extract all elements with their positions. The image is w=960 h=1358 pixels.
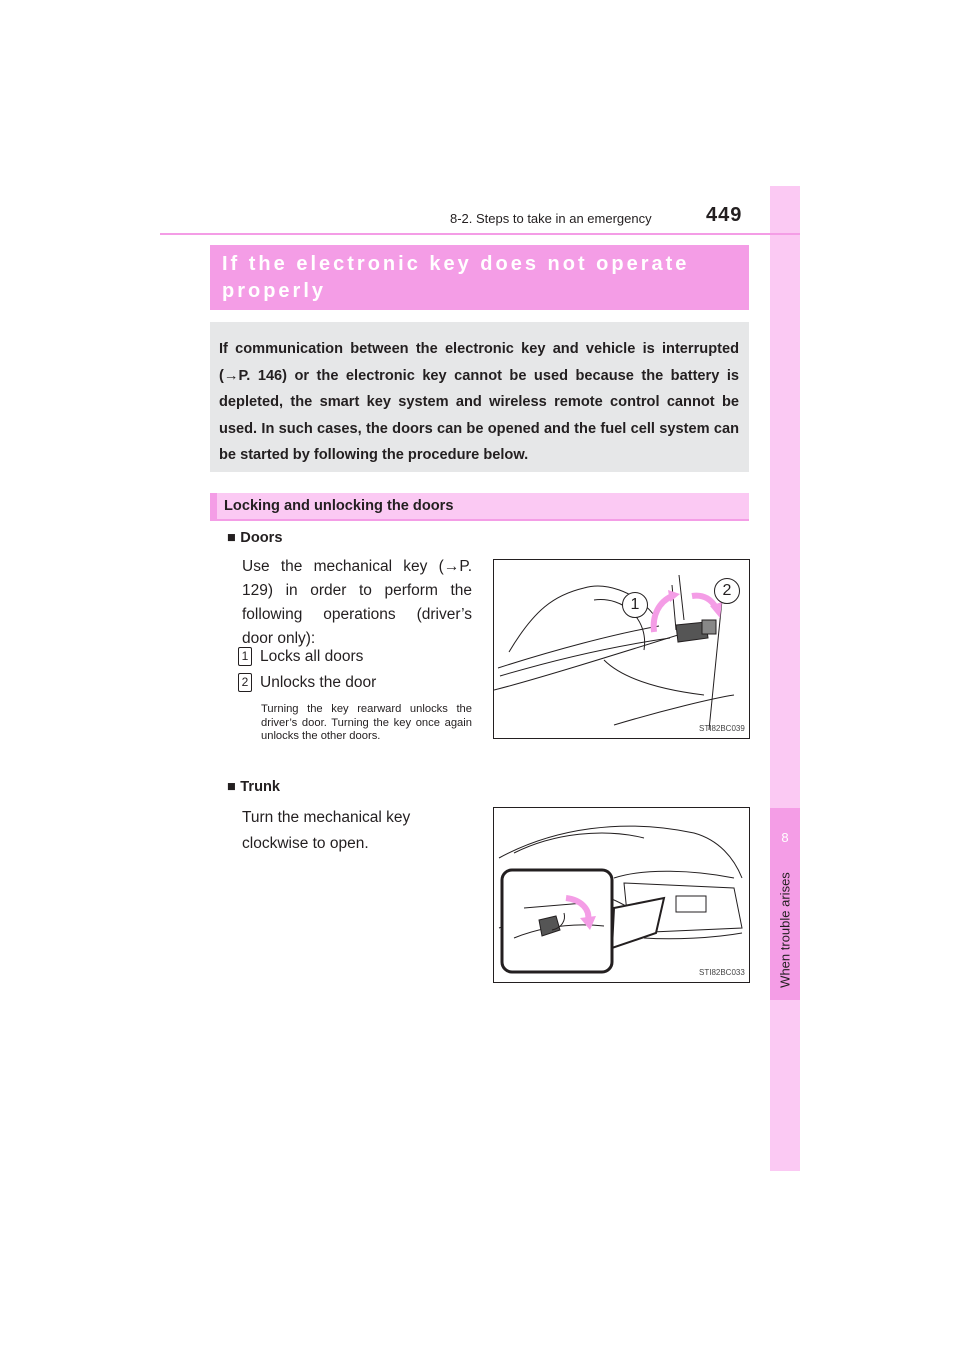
doors-heading (227, 529, 282, 547)
header-rule (160, 233, 800, 235)
doors-title: Doors (240, 530, 283, 546)
step-label-1: Locks all doors (260, 648, 364, 665)
page-title-band (210, 245, 749, 310)
doors-note: Turning the key rearward unlocks the driver’s door. Turning the key once again unlocks the other doors. (261, 703, 472, 742)
step-number-2: 2 (238, 673, 252, 692)
trunk-title: Trunk (240, 779, 281, 795)
subsection-header-bar (210, 493, 217, 521)
doors-text: Use the mechanical key (→P. 129) in order to perform the following operations (driver’s door only): (242, 558, 472, 647)
intro-box (210, 322, 749, 472)
door-handle-illustration (494, 560, 749, 738)
figure-code: STI82BC033 (699, 968, 745, 977)
callout-2: 2 (714, 578, 740, 604)
bullet-square-icon: ■ (227, 779, 236, 795)
chapter-title: When trouble arises (777, 872, 793, 988)
trunk-figure (493, 807, 750, 983)
trunk-heading (227, 778, 280, 796)
trunk-illustration (494, 808, 749, 982)
doors-step-1 (238, 645, 363, 669)
trunk-text: Turn the mechanical key clockwise to open. (242, 809, 411, 852)
chapter-side-tab (770, 186, 800, 1171)
intro-text: If communication between the electronic key and vehicle is interrupted (→P. 146) or the electronic key cannot be used because the battery is depleted, the smart key system and wireless remote control cannot be used. In such cases, the doors can be opened and the fuel cell system can be started by following the procedure below. (219, 341, 739, 463)
figure-code: STI82BC039 (699, 724, 745, 733)
chapter-number: 8 (781, 830, 789, 845)
callout-1: 1 (622, 592, 648, 618)
section-header: 8-2. Steps to take in an emergency (450, 211, 652, 226)
door-handle-figure (493, 559, 750, 739)
step-number-1: 1 (238, 647, 252, 666)
doors-step-2 (238, 671, 376, 695)
subsection-header (210, 493, 749, 521)
subsection-title: Locking and unlocking the doors (224, 498, 454, 514)
page-number: 449 (706, 204, 743, 226)
page-title: If the electronic key does not operate properly (222, 253, 690, 302)
step-label-2: Unlocks the door (260, 674, 377, 691)
bullet-square-icon: ■ (227, 530, 236, 546)
